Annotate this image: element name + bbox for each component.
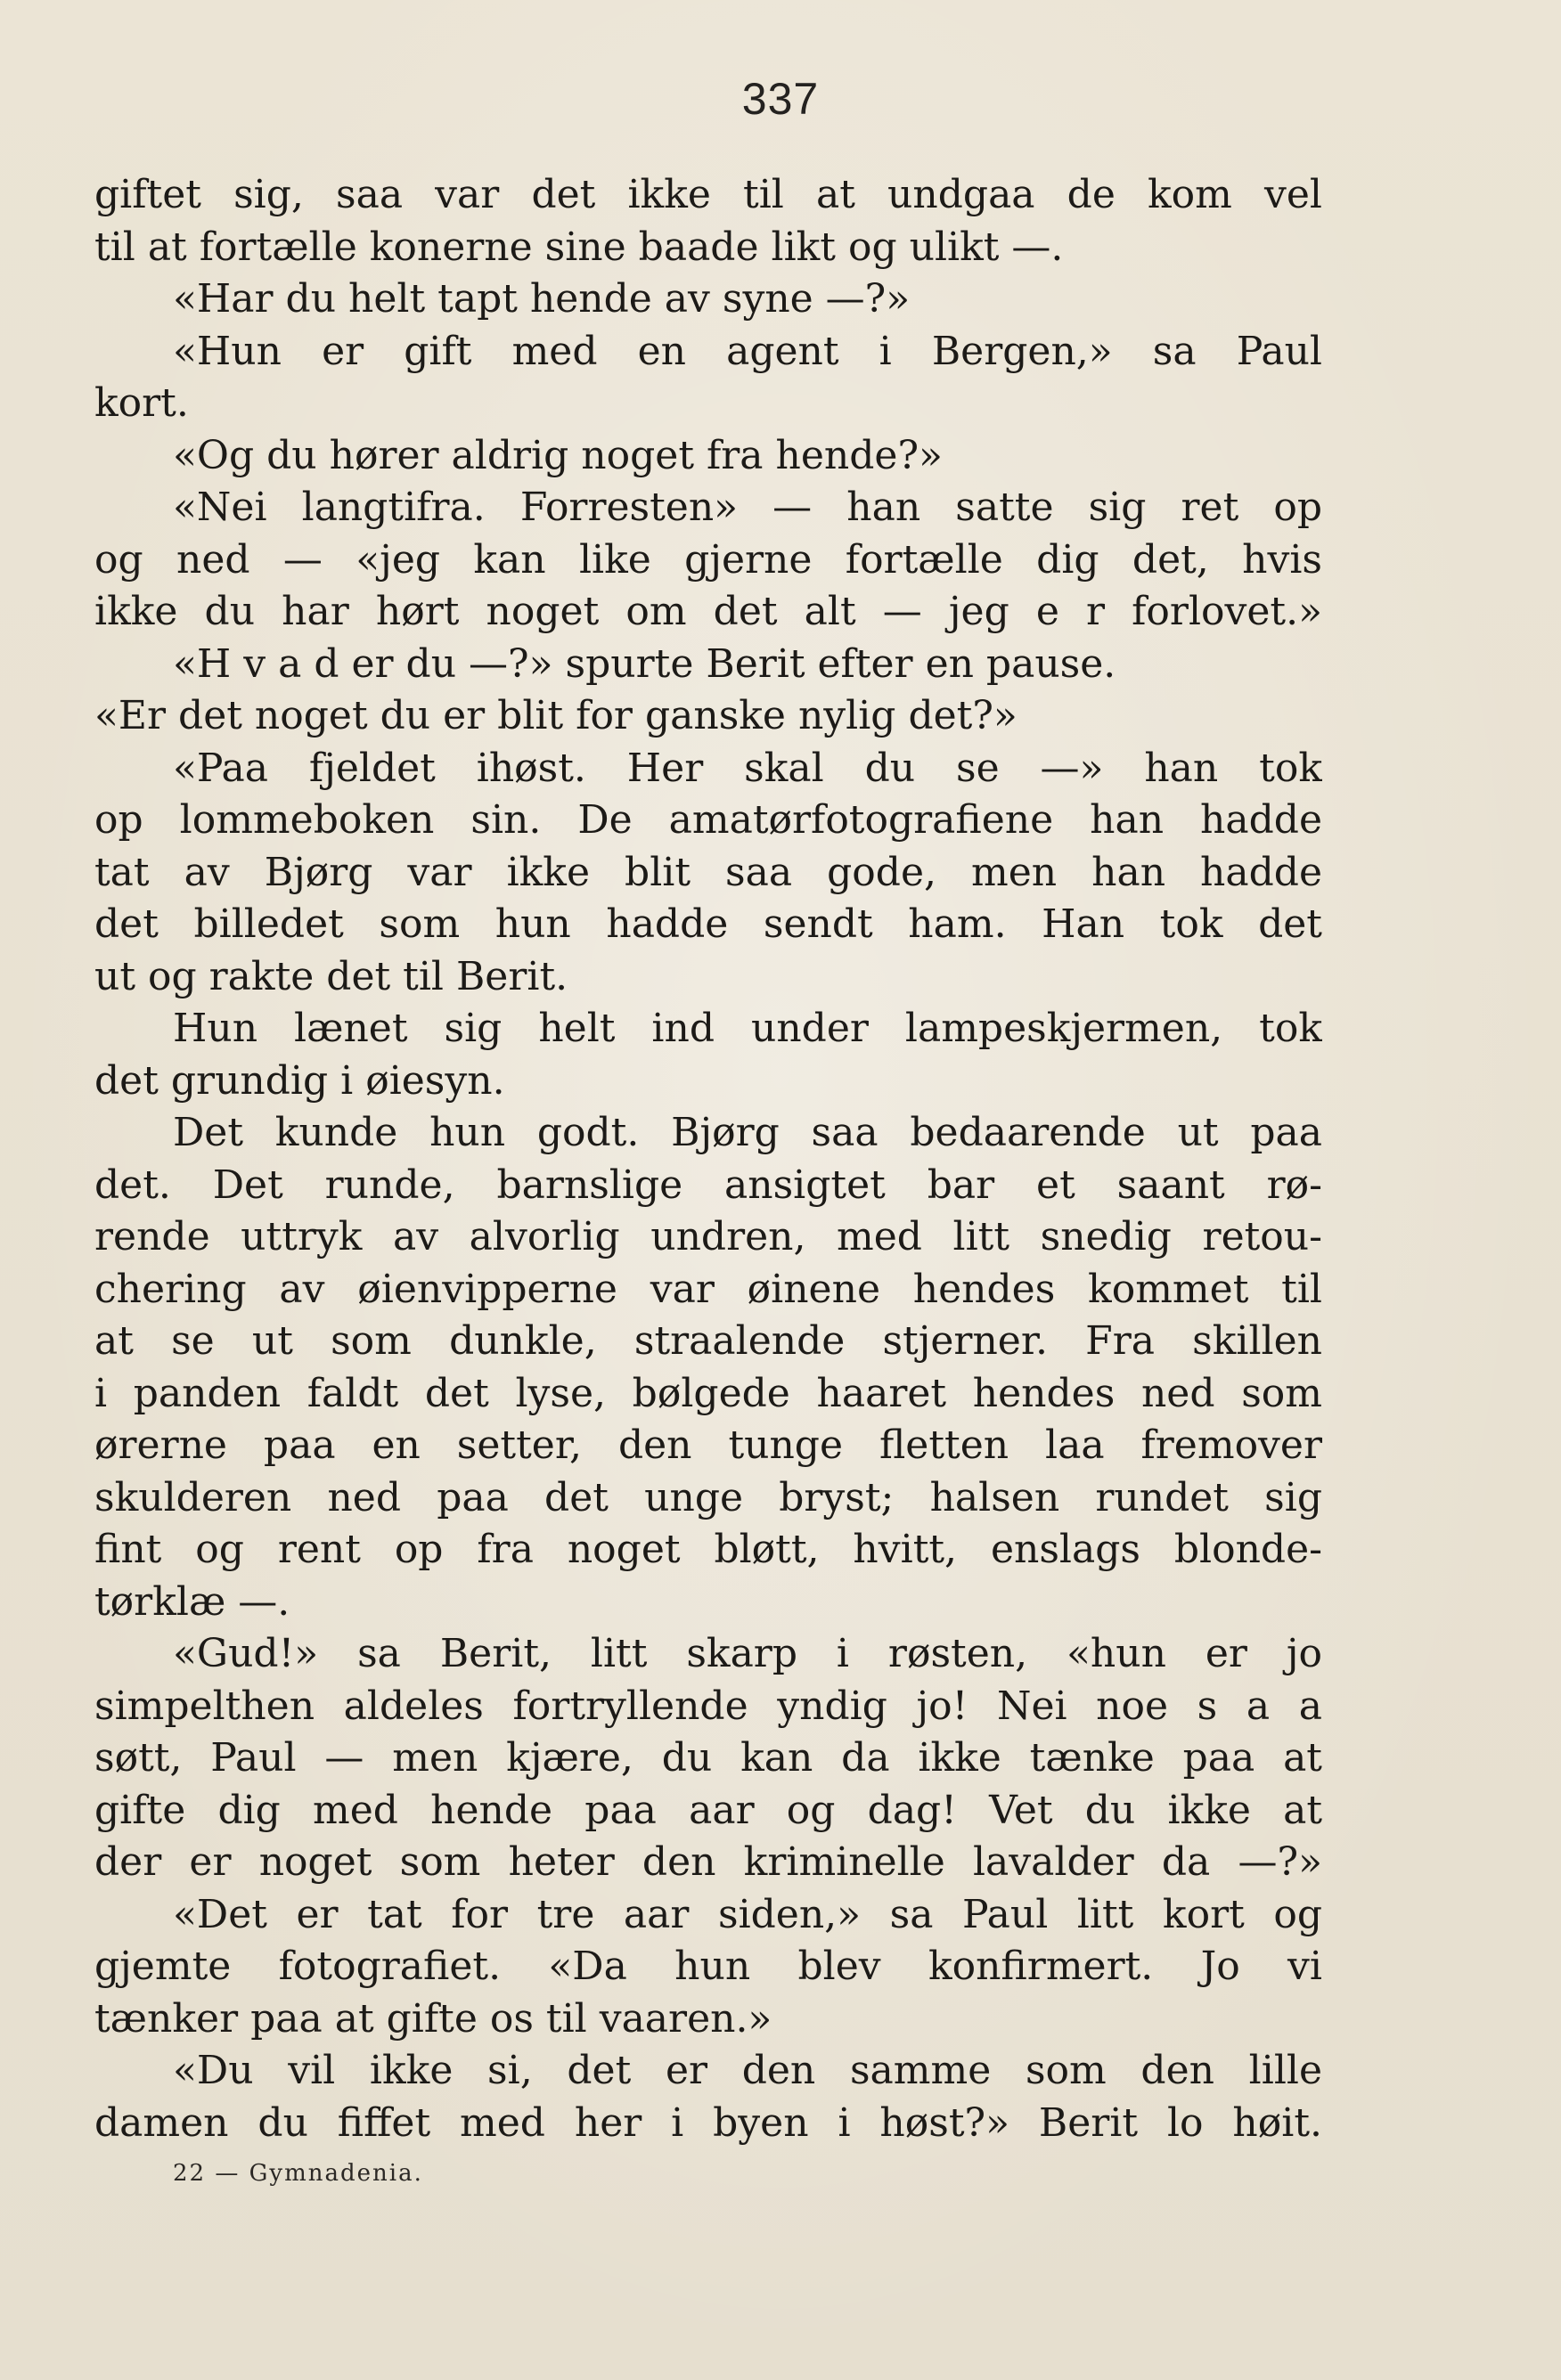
footer-signature: 22 — Gymnadenia. [173,2160,423,2187]
text-line: «Har du helt tapt hende av syne —?» [173,276,911,322]
text-line: «Du vil ikke si, det er den samme som den lille [173,2048,1322,2093]
text-line: op lommeboken sin. De amatørfotografiene han hadde [94,797,1322,843]
text-line: at se ut som dunkle, straalende stjerner. Fra skillen [94,1318,1322,1364]
text-line: «Og du hører aldrig noget fra hende?» [173,432,943,478]
text-line: Det kunde hun godt. Bjørg saa bedaarende ut paa [173,1110,1322,1155]
text-line: «Er det noget du er blit for ganske nylig det?» [94,693,1018,738]
text-line: chering av øienvipperne var øinene hendes kommet til [94,1266,1322,1312]
text-line: tænker paa at gifte os til vaaren.» [94,1995,772,2042]
text-line: ikke du har hørt noget om det alt — jeg e r forlovet.» [94,589,1322,634]
text-line: «H v a d er du —?» spurte Berit efter en pause. [173,640,1116,687]
text-line: ørerne paa en setter, den tunge fletten laa fremover [94,1422,1322,1468]
body-text [94,169,1322,2149]
text-line: ut og rakte det til Berit. [94,953,568,999]
text-line: tat av Bjørg var ikke blit saa gode, men han hadde [94,849,1322,895]
text-line: tørklæ —. [94,1578,290,1625]
text-line: kort. [94,380,189,426]
text-line: Hun lænet sig helt ind under lampeskjermen, tok [173,1006,1322,1051]
text-line: til at fortælle konerne sine baade likt og ulikt —. [94,224,1064,270]
text-line: gjemte fotografiet. «Da hun blev konfirmert. Jo vi [94,1944,1322,1989]
text-line: «Det er tat for tre aar siden,» sa Paul litt kort og [173,1891,1322,1937]
text-line: simpelthen aldeles fortryllende yndig jo! Nei noe s a a [94,1683,1322,1729]
text-line: og ned — «jeg kan like gjerne fortælle dig det, hvis [94,536,1322,583]
text-line: det grundig i øiesyn. [94,1057,505,1104]
text-line: skulderen ned paa det unge bryst; halsen rundet sig [94,1474,1322,1520]
text-line: søtt, Paul — men kjære, du kan da ikke tænke paa at [94,1735,1322,1781]
text-line: «Paa fjeldet ihøst. Her skal du se —» han tok [173,745,1322,791]
text-line: i panden faldt det lyse, bølgede haaret hendes ned som [94,1370,1322,1416]
text-line: «Hun er gift med en agent i Bergen,» sa Paul [173,328,1322,374]
text-line: fint og rent op fra noget bløtt, hvitt, enslags blonde- [94,1527,1322,1572]
text-line: damen du fiffet med her i byen i høst?» Berit lo høit. [94,2099,1322,2146]
text-line: gifte dig med hende paa aar og dag! Vet du ikke at [94,1787,1322,1833]
text-line: det billedet som hun hadde sendt ham. Han tok det [94,901,1322,947]
text-line: rende uttryk av alvorlig undren, med litt snedig retou- [94,1214,1322,1259]
text-line: giftet sig, saa var det ikke til at undgaa de kom vel [94,172,1322,217]
text-line: «Gud!» sa Berit, litt skarp i røsten, «hun er jo [173,1631,1322,1676]
page-number: 337 [741,74,820,124]
text-line: det. Det runde, barnslige ansigtet bar et saant rø- [94,1161,1322,1208]
text-line: «Nei langtifra. Forresten» — han satte sig ret op [173,485,1322,530]
text-line: der er noget som heter den kriminelle lavalder da —?» [94,1839,1322,1885]
